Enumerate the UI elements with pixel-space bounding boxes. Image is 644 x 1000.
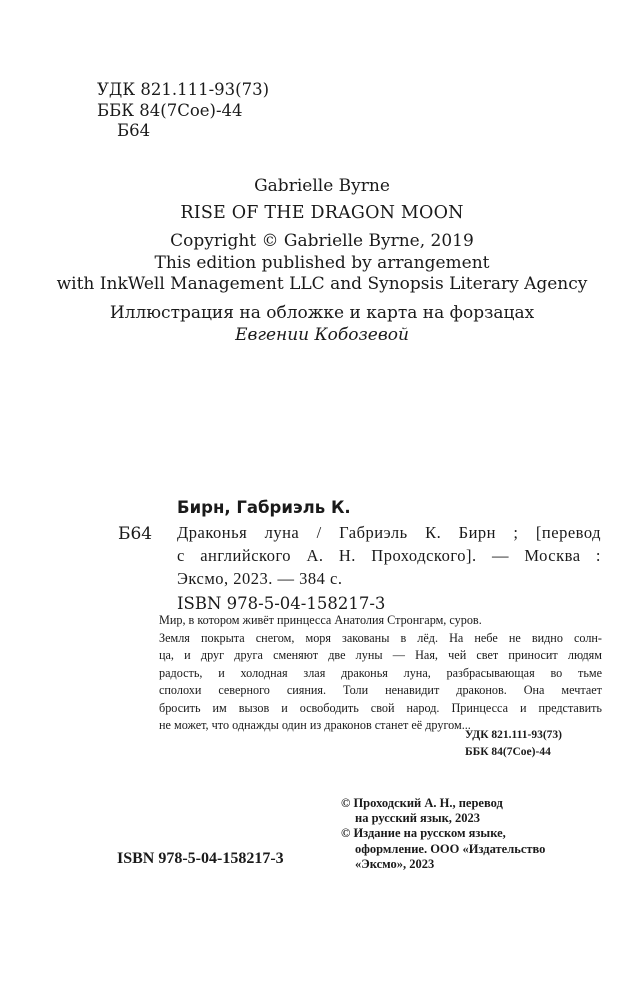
- illustration-credit: [0, 303, 644, 346]
- isbn-bottom: ISBN 978-5-04-158217-3: [117, 850, 284, 867]
- annotation-udk: УДК 821.111-93(73): [465, 729, 562, 741]
- annotation-line: сполохи северного сияния. Толи ненавидит драконов. Она мечтает: [159, 683, 602, 697]
- catalog-code: Б64: [118, 524, 153, 544]
- annotation-line: радость, и холодная злая драконья луна, разбрасывающая во тьме: [159, 665, 602, 680]
- catalog-description-line: с английского А. Н. Проходского]. — Москва :: [177, 546, 601, 565]
- bbk-code: ББК 84(7Сое)-44: [97, 100, 243, 120]
- annotation-line: бросить им вызов и освободить свой народ. Принцесса и представить: [159, 700, 602, 715]
- rights-line: «Эксмо», 2023: [355, 856, 435, 871]
- original-author: Gabrielle Byrne: [254, 176, 390, 196]
- rights-line: © Проходский А. Н., перевод: [341, 796, 503, 810]
- author-index-code: Б64: [117, 121, 151, 140]
- header-classification-codes: [97, 80, 269, 142]
- annotation-line: Мир, в котором живёт принцесса Анатолия Стронгарм, суров.: [159, 613, 482, 627]
- illustrator-name: Евгении Кобозевой: [235, 324, 409, 345]
- annotation-bbk: ББК 84(7Сое)-44: [465, 746, 551, 758]
- annotation-line: ца, и друг друга сменяют две луны — Ная, чей свет приносит людям: [159, 648, 602, 662]
- copyright-line: Copyright © Gabrielle Byrne, 2019: [170, 231, 474, 251]
- catalog-description-line: Эксмо, 2023. — 384 с.: [177, 569, 343, 588]
- catalog-description: [177, 521, 601, 590]
- rights-line: на русский язык, 2023: [355, 811, 481, 826]
- copyright-block: [0, 231, 644, 296]
- copyright-line: This edition published by arrangement: [154, 252, 490, 273]
- annotation-codes: [465, 727, 562, 761]
- rights-line: оформление. ООО «Издательство: [355, 841, 546, 856]
- annotation: [159, 612, 602, 735]
- annotation-line: не может, что однажды один из драконов станет её другом...: [159, 718, 471, 732]
- annotation-line: Земля покрыта снегом, моря закованы в лёд. На небе не видно солн-: [159, 630, 602, 645]
- copyright-line: with InkWell Management LLC and Synopsis Literary Agency: [56, 274, 588, 294]
- illustration-credit-line: Иллюстрация на обложке и карта на форзацах: [109, 303, 535, 323]
- catalog-author: Бирн, Габриэль К.: [177, 498, 351, 517]
- udk-code: УДК 821.111-93(73): [97, 80, 270, 99]
- catalog-description-line: Драконья луна / Габриэль К. Бирн ; [перевод: [177, 523, 601, 542]
- rights-block: [341, 796, 545, 872]
- rights-line: © Издание на русском языке,: [341, 826, 506, 841]
- catalog-isbn: ISBN 978-5-04-158217-3: [177, 594, 386, 613]
- original-title: RISE OF THE DRAGON MOON: [180, 203, 464, 223]
